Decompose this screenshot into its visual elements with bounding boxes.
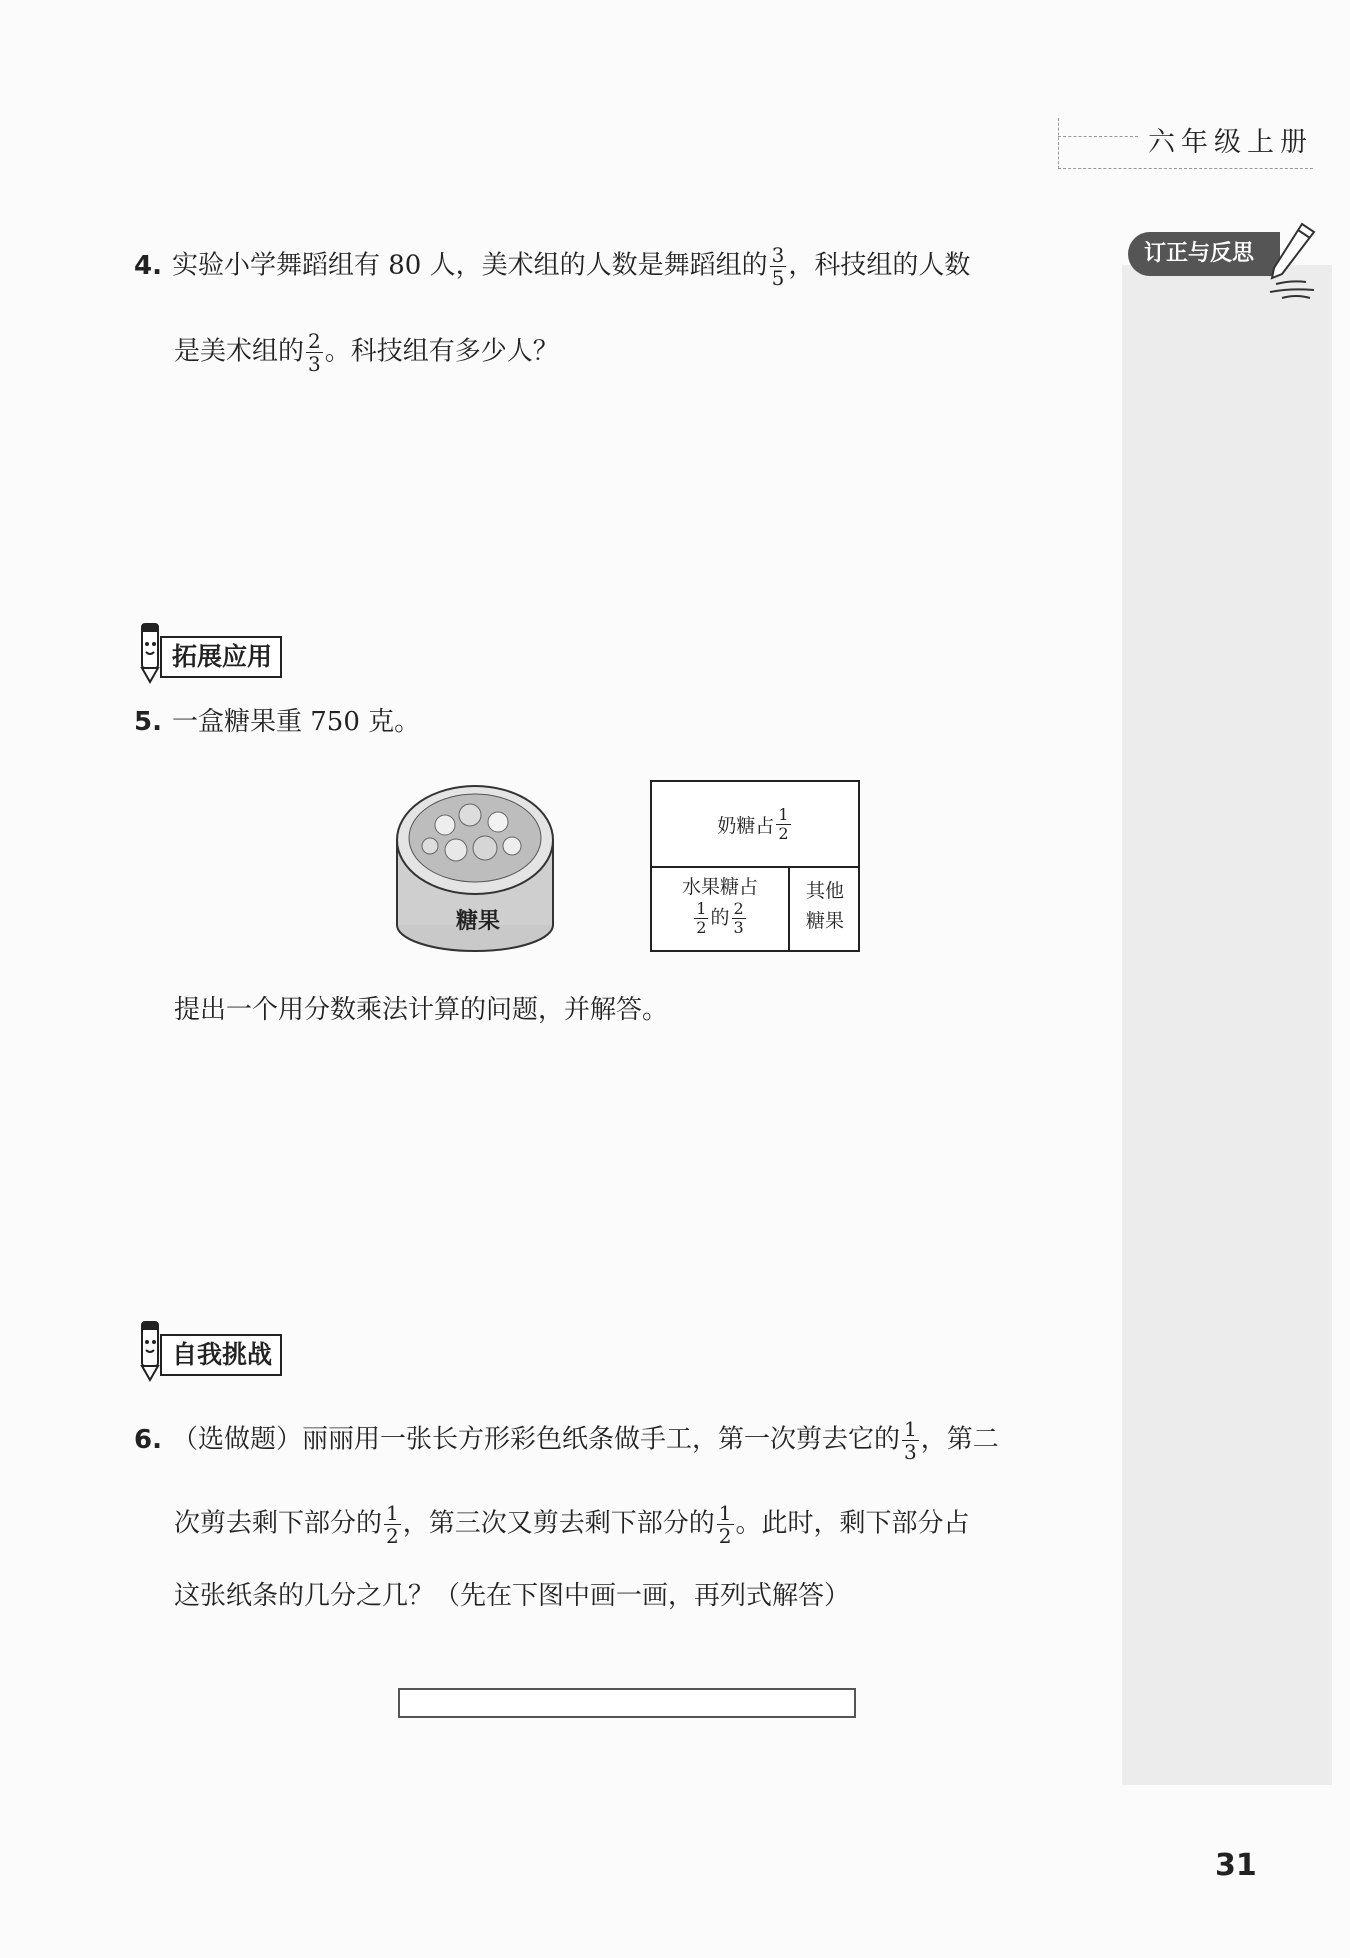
- page-number: 31: [1215, 1848, 1257, 1883]
- fraction-1-3: $\frac{1}{3}$: [903, 1417, 917, 1464]
- fraction-1-2: $\frac{1}{2}$: [696, 899, 707, 937]
- question-5-prompt: 提出一个用分数乘法计算的问题，并解答。: [174, 995, 669, 1025]
- review-sidebar: [1122, 265, 1332, 1785]
- fraction-1-2: $\frac{1}{2}$: [778, 804, 789, 843]
- candy-tin-image: [390, 780, 560, 960]
- candy-composition-table: [650, 780, 860, 952]
- other-candy-cell: [792, 868, 858, 950]
- question-6-text-a: （选做题）丽丽用一张长方形彩色纸条做手工，第一次剪去它的: [171, 1424, 900, 1455]
- question-6-text-e: 。此时，剩下部分占: [735, 1508, 970, 1539]
- question-4-text-d: 。科技组有多少人？: [324, 336, 559, 367]
- tin-label: 糖果: [456, 909, 501, 934]
- question-6-line-3: 这张纸条的几分之几？（先在下图中画一画，再列式解答）: [174, 1581, 851, 1611]
- fraction-1-2: $\frac{1}{2}$: [386, 1501, 399, 1548]
- other-candy-label-1: 其他: [805, 880, 844, 902]
- question-6-text-c: 次剪去剩下部分的: [174, 1508, 383, 1539]
- question-6-line-2: [174, 1502, 1094, 1547]
- section-title-extension: 拓展应用: [160, 636, 282, 678]
- fraction-2-3: $\frac{2}{3}$: [733, 899, 744, 937]
- book-grade-label: 六年级上册: [1058, 118, 1313, 169]
- paper-strip-drawing-area[interactable]: [398, 1688, 856, 1718]
- fraction-3-5: $\frac{3}{5}$: [771, 243, 785, 290]
- of-label: 的: [710, 906, 730, 929]
- question-4-line-1: [134, 244, 1094, 289]
- question-5-line: [134, 702, 1034, 742]
- question-4-text-c: 是美术组的: [174, 336, 305, 367]
- review-badge: 订正与反思: [1128, 232, 1280, 276]
- fraction-1-2: $\frac{1}{2}$: [718, 1501, 732, 1548]
- question-4-text-a: 实验小学舞蹈组有 80 人，美术组的人数是舞蹈组的: [171, 250, 768, 281]
- question-5-text: 一盒糖果重 750 克。: [171, 707, 421, 737]
- milk-candy-label: 奶糖占: [717, 814, 775, 837]
- question-4-line-2: [174, 330, 1074, 375]
- pen-icon: [1262, 222, 1322, 302]
- question-6-line-1: [134, 1418, 1094, 1463]
- question-6-number: 6.: [134, 1424, 162, 1455]
- section-title-challenge: 自我挑战: [160, 1334, 282, 1376]
- question-6-text-d: ，第三次又剪去剩下部分的: [402, 1508, 715, 1539]
- question-4-number: 4.: [134, 250, 162, 281]
- question-4-text-b: ，科技组的人数: [788, 250, 971, 281]
- milk-candy-cell: [652, 782, 858, 868]
- fruit-candy-cell: [652, 868, 790, 950]
- question-5-number: 5.: [134, 707, 162, 737]
- fruit-candy-label: 水果糖占: [681, 876, 758, 898]
- question-6-text-b: ，第二: [920, 1424, 999, 1455]
- fraction-2-3: $\frac{2}{3}$: [308, 329, 321, 376]
- other-candy-label-2: 糖果: [805, 910, 844, 932]
